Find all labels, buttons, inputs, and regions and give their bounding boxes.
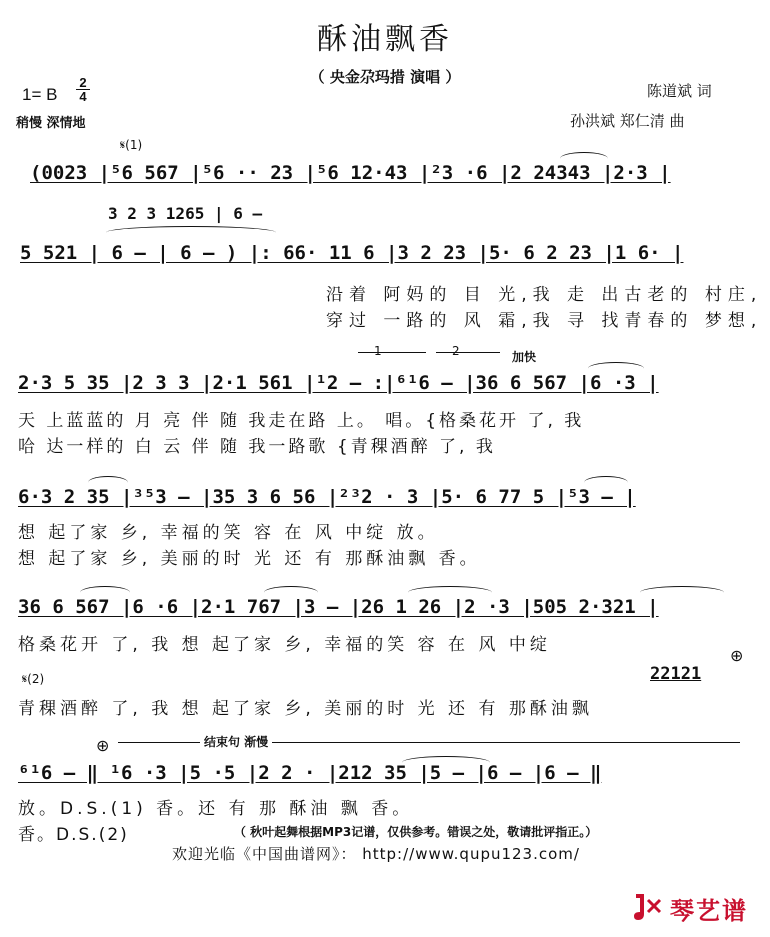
score-row-6: ⁶¹6 – ‖ ¹6 ·3 |5 ·5 |2 2 · |212 35 |5 – |6 – |6 – ‖ [18, 762, 602, 784]
lyric-verse-2: 穿过 一路的 风 霜,我 寻 找青春的 梦想, [326, 311, 763, 331]
lyric-verse-2: 青稞酒醉 了, 我 想 起了家 乡, 美丽的时 光 还 有 那酥油飘 [18, 699, 593, 719]
score-row-1: (0023 |⁵6 567 |⁵6 ·· 23 |⁵6 12·43 |²3 ·6 |2 24343 |2·3 | [30, 162, 671, 184]
ending-label: 结束句 渐慢 [200, 733, 272, 750]
tempo-change-faster: 加快 [512, 350, 537, 364]
composer-credit: 孙洪斌 郑仁清 曲 [570, 112, 685, 130]
coda-mark: ⊕ [730, 646, 744, 665]
lyric-verse-2: 想 起了家 乡, 美丽的时 光 还 有 那酥油飘 香。 [18, 549, 481, 569]
segno-mark-2: 𝄋(2) [22, 672, 45, 686]
transcriber-note: （ 秋叶起舞根据MP3记谱，仅供参考。错误之处，敬请批评指正。） [234, 825, 598, 839]
volta-2-label: 2 [452, 344, 460, 358]
page-title: 酥油飘香 [317, 22, 453, 57]
segno-mark: 𝄋(1) [120, 138, 143, 152]
score-row-3: 2·3 5 35 |2 3 3 |2·1 561 |¹2 – :|⁶¹6 – |36 6 567 |6 ·3 | [18, 372, 659, 394]
time-signature-bottom: 4 [79, 89, 87, 104]
score-row-5: 36 6 567 |6 ·6 |2·1 767 |3 – |26 1 26 |2 ·3 |505 2·321 | [18, 596, 659, 618]
key-signature: 1= B [22, 85, 58, 104]
lyric-ending-2: 香。D.S.(2) [18, 825, 129, 845]
lyric-ending-1: 放。D.S.(1) 香。还 有 那 酥油 飘 香。 [18, 799, 414, 819]
time-signature-top: 2 [76, 76, 90, 90]
score-row-4: 6·3 2 35 |³⁵3 – |35 3 6 56 |²³2 · 3 |5· 6 77 5 |⁵3 – | [18, 486, 636, 508]
tempo-marking: 稍慢 深情地 [16, 116, 86, 131]
performer-credit: （ 央金尕玛措 演唱 ） [309, 68, 461, 86]
volta-2-bracket [436, 352, 500, 353]
upper-staff-notes: 22121 [650, 664, 702, 684]
site-logo[interactable] [632, 888, 762, 928]
lyric-verse-1: 想 起了家 乡, 幸福的笑 容 在 风 中绽 放。 [18, 523, 439, 543]
coda-mark: ⊕ [96, 736, 110, 755]
slur [106, 226, 276, 239]
music-note-logo-icon [632, 890, 664, 922]
site-welcome-link[interactable]: 欢迎光临《中国曲谱网》： http://www.qupu123.com/ [172, 845, 580, 863]
score-row-2: 5 521 | 6 – | 6 – ) |: 66· 11 6 |3 2 23 |5· 6 2 23 |1 6· | [20, 242, 684, 264]
upper-staff-notes: 3 2 3 1265 | 6 – [108, 204, 263, 223]
lyric-verse-1: 天 上蓝蓝的 月 亮 伴 随 我走在路 上。 唱。{格桑花开 了, 我 [18, 411, 585, 431]
volta-1-label: 1 [374, 344, 382, 358]
volta-1-bracket [358, 352, 426, 353]
time-signature [76, 76, 90, 103]
lyric-verse-1: 沿着 阿妈的 目 光,我 走 出古老的 村庄, [326, 285, 763, 305]
logo-text: 琴艺谱 [670, 897, 748, 925]
lyric-verse-2: 哈 达一样的 白 云 伴 随 我一路歌 {青稞酒醉 了, 我 [18, 437, 496, 457]
lyricist-credit: 陈道斌 词 [647, 82, 712, 100]
lyric-verse-1: 格桑花开 了, 我 想 起了家 乡, 幸福的笑 容 在 风 中绽 [18, 635, 551, 655]
